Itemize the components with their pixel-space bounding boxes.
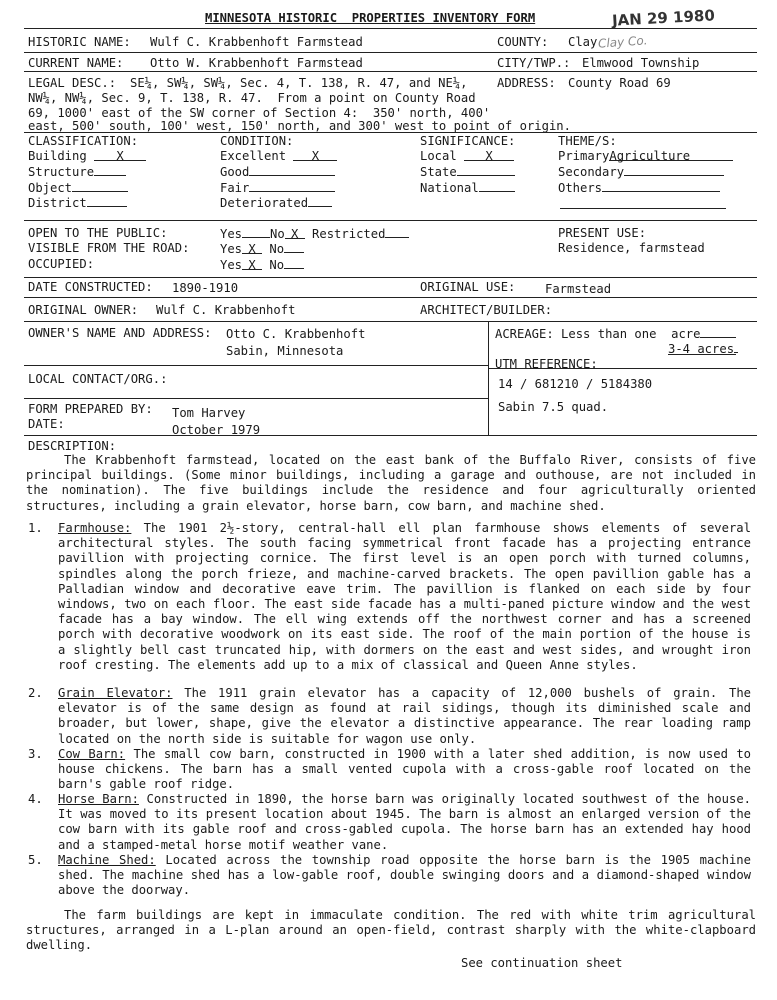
present-use-label: PRESENT USE:: [558, 226, 647, 240]
list-item: 5. Machine Shed: Located across the township road opposite the horse barn is the 1905 machine shed. The machine shed has a low-gable roof, double swinging doors and a diamond-shaped window above the doorway.: [28, 853, 751, 898]
form-prepared-by-label: FORM PREPARED BY:: [28, 402, 153, 416]
current-name-value: Otto W. Krabbenhoft Farmstead: [150, 56, 363, 70]
theme-primary: PrimaryAgriculture: [558, 149, 733, 164]
handwritten-note: Clay Co.: [597, 33, 648, 51]
continuation-note: See continuation sheet: [461, 956, 623, 970]
city-twp-value: Elmwood Township: [582, 56, 700, 70]
list-item: 4. Horse Barn: Constructed in 1890, the horse barn was originally located southwest of the house. It was moved to its present location about 1945. The barn is almost an enlarged version of the cow barn with its gable roof and cross-gabled cupola. The horse barn has an extended hay hood and a stamped-metal horse motif weather vane.: [28, 792, 751, 852]
visible-yes-no: Yes X No: [220, 241, 304, 257]
theme-secondary: Secondary: [558, 164, 724, 180]
received-date-stamp: JAN 29 1980: [611, 6, 716, 30]
legal-desc-line4: east, 500' south, 100' west, 150' north, and 300' west to point of origin.: [28, 119, 571, 133]
condition-deteriorated: Deteriorated: [220, 195, 332, 211]
classification-structure: Structure: [28, 164, 126, 180]
significance-local: Local X: [420, 149, 514, 164]
county-value: Clay: [568, 35, 598, 49]
classification-label: CLASSIFICATION:: [28, 134, 139, 148]
date-constructed-label: DATE CONSTRUCTED:: [28, 280, 153, 294]
form-date-label: DATE:: [28, 417, 65, 431]
legal-desc-line2: NW¼, NW¼, Sec. 9, T. 138, R. 47. From a point on County Road: [28, 91, 476, 105]
theme-others: Others: [558, 180, 720, 196]
historic-name-value: Wulf C. Krabbenhoft Farmstead: [150, 35, 363, 49]
address-label: ADDRESS:: [497, 76, 556, 90]
acreage-label: ACREAGE: Less than one acre: [495, 326, 736, 342]
original-use-value: Farmstead: [545, 282, 612, 296]
address-value: County Road 69: [568, 76, 671, 90]
county-label: COUNTY:: [497, 35, 549, 49]
significance-state: State: [420, 164, 515, 180]
date-constructed-value: 1890-1910: [172, 281, 239, 295]
local-contact-label: LOCAL CONTACT/ORG.:: [28, 372, 168, 386]
condition-label: CONDITION:: [220, 134, 294, 148]
owner-city: Sabin, Minnesota: [226, 344, 344, 358]
original-use-label: ORIGINAL USE:: [420, 280, 516, 294]
occupied-label: OCCUPIED:: [28, 257, 95, 271]
condition-good: Good: [220, 164, 335, 180]
classification-district: District: [28, 195, 127, 211]
description-closing: The farm buildings are kept in immaculate condition. The red with white trim agricultural structures, arranged in a L-plan around an open-field, contrast sharply with the white-clapboard dwelling.: [26, 908, 756, 953]
open-yes-no: Yes No X Restricted: [220, 226, 409, 242]
description-intro: The Krabbenhoft farmstead, located on the east bank of the Buffalo River, consists of five principal buildings. (Some minor buildings, including a garage and outhouse, are not included in the nomination). The five buildings include the residence and four agriculturally oriented structures, including a grain elevator, horse barn, cow barn, and machine shed.: [26, 453, 756, 513]
owner-label: OWNER'S NAME AND ADDRESS:: [28, 326, 212, 340]
quad-value: Sabin 7.5 quad.: [498, 400, 609, 414]
owner-name: Otto C. Krabbenhoft: [226, 327, 366, 341]
description-label: DESCRIPTION:: [28, 439, 117, 453]
open-to-public-label: OPEN TO THE PUBLIC:: [28, 226, 168, 240]
architect-builder-label: ARCHITECT/BUILDER:: [420, 303, 553, 317]
form-prepared-by-value: Tom Harvey: [172, 406, 246, 420]
condition-excellent: Excellent X: [220, 149, 337, 164]
visible-from-road-label: VISIBLE FROM THE ROAD:: [28, 241, 190, 255]
legal-desc-label: LEGAL DESC.:: [28, 76, 117, 90]
list-item: 3. Cow Barn: The small cow barn, constructed in 1900 with a later shed addition, is now used to house chickens. The barn has a small vented cupola with a cross-gable roof located on the barn's gable roof ridge.: [28, 747, 751, 792]
significance-label: SIGNIFICANCE:: [420, 134, 516, 148]
legal-desc-line3: 69, 1000' east of the SW corner of Section 4: 350' north, 400': [28, 106, 491, 120]
classification-object: Object: [28, 180, 128, 196]
present-use-value: Residence, farmstead: [558, 241, 705, 255]
utm-reference-label: UTM REFERENCE:: [495, 357, 598, 371]
condition-fair: Fair: [220, 180, 335, 196]
significance-national: National: [420, 180, 515, 196]
current-name-label: CURRENT NAME:: [28, 56, 124, 70]
original-owner-label: ORIGINAL OWNER:: [28, 303, 139, 317]
legal-desc-line1: SE¼, SW¼, SW¼, Sec. 4, T. 138, R. 47, and NE¼,: [130, 76, 468, 90]
historic-name-label: HISTORIC NAME:: [28, 35, 131, 49]
list-item: 2. Grain Elevator: The 1911 grain elevator has a capacity of 12,000 bushels of grain. The elevator is of the same design as found at rail sidings, though its diminished scale and broader, but lower, shape, give the elevator a distinctive appearance. The rear loading ramp located on the north side is suitable for wagon use only.: [28, 686, 752, 746]
form-title: MINNESOTA HISTORIC PROPERTIES INVENTORY FORM: [205, 11, 536, 25]
acreage-value: 3-4 acres: [668, 341, 738, 357]
city-twp-label: CITY/TWP.:: [497, 56, 571, 70]
list-item: 1. Farmhouse: The 1901 2½-story, central-hall ell plan farmhouse shows elements of several architectural styles. The south facing symmetrical front facade has a projecting entrance pavillion with projecting cornice. The first level is an open porch with turned columns, spindles along the porch frieze, and machine-carved brackets. The open pavillion gable has a Palladian window and decorative eave trim. The pavillion is flanked on each side by four windows, two on each floor. The east side facade has a multi-paned picture window and the west facade has a bay window. The ell wing extends off the northwest corner and has a screened porch with decorative woodwork on its east side. The roof of the main portion of the house is a slightly bell cast truncated hip, with dormers on the east and west sides, and wrought iron roof cresting. The elements add up to a mix of classical and Queen Anne styles.: [28, 521, 751, 672]
original-owner-value: Wulf C. Krabbenhoft: [156, 303, 296, 317]
form-date-value: October 1979: [172, 423, 261, 437]
occupied-yes-no: Yes X No: [220, 257, 304, 273]
utm-reference-value: 14 / 681210 / 5184380: [498, 377, 653, 391]
theme-label: THEME/S:: [558, 134, 617, 148]
classification-building: Building X: [28, 149, 146, 164]
